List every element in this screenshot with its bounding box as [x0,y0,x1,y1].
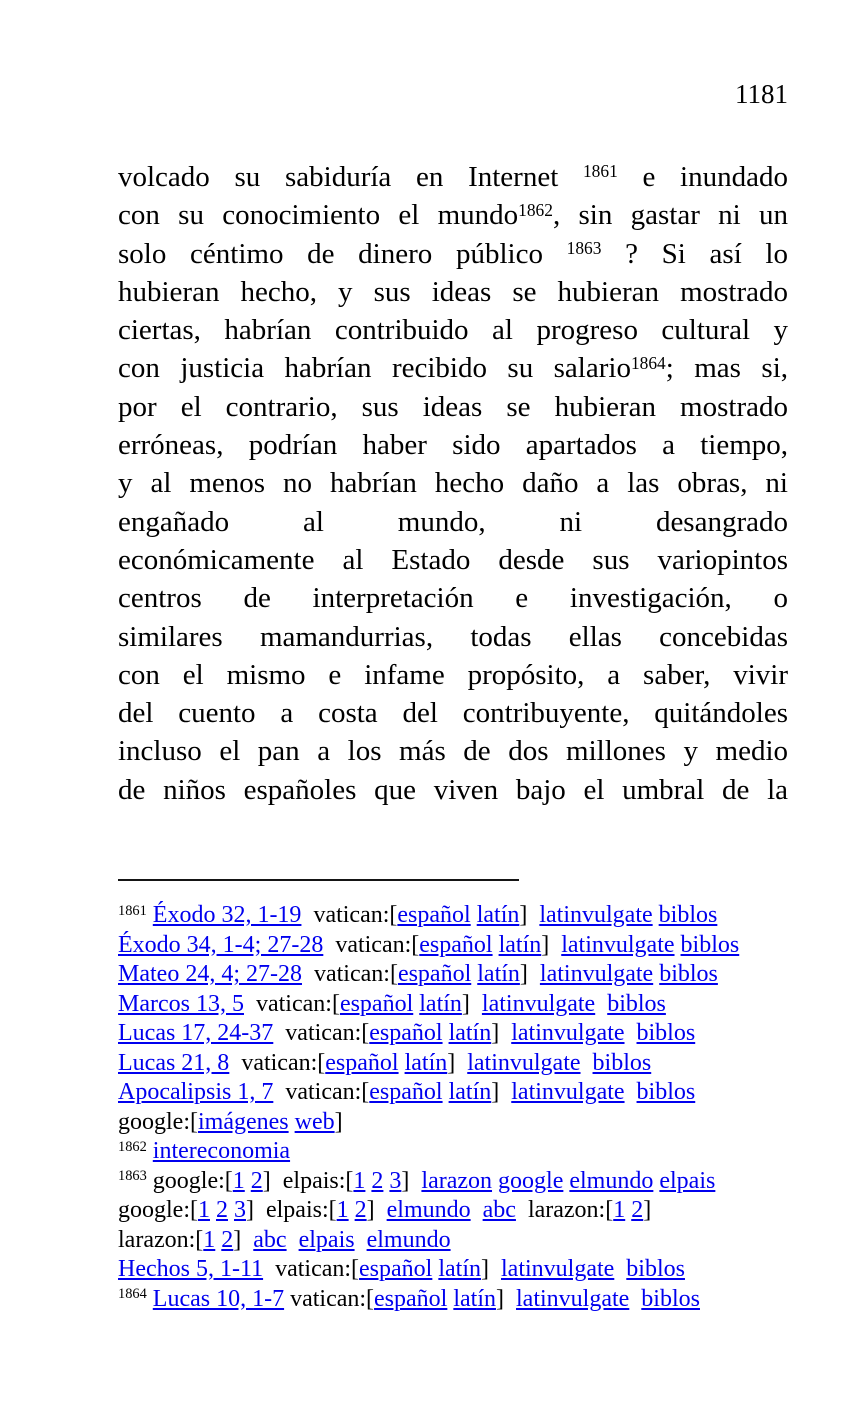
footnote-link[interactable]: 2 [250,1167,263,1194]
text-segment: del cuento a costa del contribuyente, quitándoles [118,697,788,730]
footnote-link[interactable]: abc [253,1226,287,1253]
text-segment: vatican:[ [273,1079,370,1105]
footnote-link[interactable]: web [294,1108,335,1135]
footnote-link[interactable]: latín [498,931,542,958]
text-segment: vatican:[ [284,1285,375,1312]
body-line [118,771,788,809]
text-segment: engañado al mundo, ni desangrado [118,505,788,538]
text-segment: con el mismo e infame propósito, a saber, vivir [118,658,788,691]
text-segment: ] [481,1256,501,1282]
text-segment: volcado su sabiduría en Internet [118,161,583,193]
footnote-line [118,1255,803,1285]
body-line [118,388,788,426]
footnote-link[interactable]: Marcos 13, 5 [118,990,244,1017]
footnote-link[interactable]: español [339,990,414,1017]
footnote-link[interactable]: elmundo [386,1197,471,1223]
footnote-link[interactable]: elmundo [366,1226,451,1253]
text-segment: google:[ [118,1197,198,1223]
footnote-link[interactable]: 3 [233,1197,246,1223]
footnote-line [118,960,803,990]
footnote-link[interactable]: Lucas 17, 24-37 [118,1020,274,1046]
footnote-link[interactable]: Éxodo 32, 1-19 [152,902,302,928]
text-segment: , sin gastar ni un [552,199,788,232]
text-segment: larazon:[ [118,1226,204,1253]
text-segment: ] [643,1197,652,1223]
footnote-ref: 1863 [566,237,602,258]
footnote-line [118,1019,803,1049]
body-text [118,158,788,809]
text-segment: ; mas si, [665,352,789,385]
text-segment: hubieran hecho, y sus ideas se hubieran mostrado [118,275,788,308]
footnote-line [118,931,803,961]
footnote-line [118,1285,803,1315]
footnote-link[interactable]: Mateo 24, 4; 27-28 [118,961,302,987]
text-segment: de niños españoles que viven bajo el umbral de la [118,773,788,806]
footnote-number: 1863 [118,1168,147,1185]
footnote-link[interactable]: latinvulgate [467,1049,581,1076]
text-segment: ] [447,1049,468,1076]
text-segment [629,1286,641,1312]
footnote-link[interactable]: latín [476,902,520,928]
footnotes [118,901,803,1314]
footnote-line [118,901,803,931]
footnote-separator [118,879,519,881]
footnote-link[interactable]: 2 [221,1226,234,1253]
footnote-link[interactable]: latinvulgate [511,1079,625,1105]
text-segment: similares mamandurrias, todas ellas concebidas [118,620,788,653]
text-segment: ] elpais:[ [245,1197,337,1223]
text-segment: ] [233,1226,254,1253]
text-segment [581,1050,593,1076]
footnote-link[interactable]: latinvulgate [511,1020,625,1046]
text-segment: ] [366,1197,387,1223]
footnote-link[interactable]: 1 [336,1197,349,1223]
text-segment [625,1079,637,1105]
footnote-line [118,1137,803,1167]
footnote-link[interactable]: latinvulgate [481,990,596,1017]
text-segment: económicamente al Estado desde sus variopintos [118,543,788,576]
footnote-number: 1864 [118,1286,147,1303]
text-segment: google:[ [146,1167,233,1194]
text-segment: ciertas, habrían contribuido al progreso cultural y [118,314,788,347]
body-line [118,694,788,732]
footnote-link[interactable]: español [325,1049,399,1076]
footnote-link[interactable]: 2 [371,1167,384,1194]
footnote-link[interactable]: latinvulgate [516,1285,630,1312]
footnote-line [118,1167,803,1197]
footnote-link[interactable]: latín [477,961,520,987]
text-segment: ] elpais:[ [262,1167,354,1194]
text-segment [595,991,607,1017]
text-segment: ] [519,902,540,928]
footnote-link[interactable]: latinvulgate [501,1256,615,1282]
text-segment: vatican:[ [301,961,398,987]
footnote-link[interactable]: biblos [658,902,718,928]
text-segment: vatican:[ [229,1049,326,1076]
footnote-link[interactable]: español [374,1285,448,1312]
text-segment: vatican:[ [301,902,398,928]
footnote-link[interactable]: biblos [659,961,718,987]
text-segment [625,1020,637,1046]
body-line [118,273,788,311]
footnote-link[interactable]: biblos [636,1079,696,1105]
footnote-link[interactable]: biblos [626,1256,685,1282]
body-line [118,579,788,617]
footnote-link[interactable]: 1 [197,1197,210,1223]
text-segment: larazon:[ [515,1197,614,1223]
footnote-link[interactable]: 2 [354,1197,367,1223]
text-segment: ] [541,931,562,958]
footnote-link[interactable]: google [498,1167,564,1194]
text-segment: incluso el pan a los más de dos millones y medio [118,735,788,768]
body-line [118,618,788,656]
body-line [118,196,788,234]
body-line [118,503,788,541]
footnote-link[interactable]: 1 [613,1197,626,1223]
footnote-link[interactable]: latinvulgate [539,961,654,987]
footnote-link[interactable]: imágenes [197,1108,289,1135]
text-segment: ] [334,1108,343,1135]
footnote-link[interactable]: biblos [641,1285,700,1312]
body-line [118,426,788,464]
footnote-link[interactable]: español [369,1020,443,1046]
text-segment: ] [461,990,482,1017]
footnote-line [118,1226,803,1256]
footnote-line [118,990,803,1020]
footnote-link[interactable]: 1 [353,1167,366,1194]
footnote-link[interactable]: Lucas 10, 1-7 [152,1285,285,1312]
text-segment: vatican:[ [243,990,340,1017]
footnote-number: 1861 [118,902,147,919]
footnote-ref: 1861 [582,161,618,182]
footnote-line [118,1078,803,1108]
footnote-link[interactable]: biblos [680,931,740,958]
text-segment: erróneas, podrían haber sido apartados a tiempo, [118,429,788,462]
footnote-link[interactable]: Lucas 21, 8 [118,1049,230,1076]
text-segment [614,1256,626,1282]
footnote-link[interactable]: abc [482,1197,516,1223]
footnote-link[interactable]: latín [453,1285,496,1312]
text-segment: centros de interpretación e investigación, o [118,582,788,615]
text-segment [471,1197,483,1223]
footnote-link[interactable]: latinvulgate [539,902,653,928]
text-segment [287,1227,299,1253]
footnote-link[interactable]: elpais [659,1167,716,1194]
footnote-number: 1862 [118,1138,147,1155]
body-line [118,656,788,694]
footnote-link[interactable]: biblos [636,1020,696,1046]
footnote-link[interactable]: latinvulgate [561,931,675,958]
text-segment: vatican:[ [273,1020,370,1046]
footnote-line [118,1049,803,1079]
footnote-link[interactable]: 2 [631,1197,644,1223]
body-line [118,158,788,196]
text-segment: con justicia habrían recibido su salario [118,352,631,385]
text-segment: ] [401,1167,422,1194]
text-segment: y al menos no habrían hecho daño a las obras, ni [118,467,788,500]
footnote-link[interactable]: latín [438,1256,481,1282]
text-segment: solo céntimo de dinero público [118,237,567,270]
footnote-link[interactable]: biblos [607,990,666,1017]
text-segment: ? Si así lo [601,237,788,270]
footnote-link[interactable]: español [397,961,472,987]
text-segment: ] [496,1285,516,1312]
text-segment: ] [491,1079,512,1105]
footnote-link[interactable]: Apocalipsis 1, 7 [118,1079,274,1105]
footnote-link[interactable]: español [369,1079,443,1105]
page-number: 1181 [735,79,788,109]
footnote-link[interactable]: 1 [203,1226,216,1253]
footnote-link[interactable]: 3 [389,1167,402,1194]
footnote-ref: 1864 [630,352,666,373]
body-line [118,349,788,387]
footnote-link[interactable]: intereconomia [152,1138,291,1164]
footnote-link[interactable]: Hechos 5, 1-11 [118,1256,264,1282]
body-line [118,235,788,273]
footnote-link[interactable]: latín [419,990,462,1017]
footnote-link[interactable]: biblos [592,1049,652,1076]
footnote-link[interactable]: 1 [232,1167,245,1194]
footnote-link[interactable]: Éxodo 34, 1-4; 27-28 [118,931,324,958]
footnote-link[interactable]: elmundo [569,1167,654,1194]
footnote-ref: 1862 [518,199,553,220]
text-segment [355,1227,367,1253]
text-segment: vatican:[ [323,931,420,958]
text-segment: vatican:[ [263,1256,360,1282]
footnote-link[interactable]: latín [448,1020,492,1046]
footnote-link[interactable]: español [359,1256,433,1282]
body-line [118,464,788,502]
text-segment: con su conocimiento el mundo [118,199,519,232]
footnote-line [118,1196,803,1226]
footnote-link[interactable]: español [397,902,471,928]
text-segment: google:[ [118,1108,198,1135]
footnote-link[interactable]: latín [448,1079,492,1105]
footnote-link[interactable]: latín [404,1049,448,1076]
footnote-link[interactable]: 2 [215,1197,228,1223]
body-line [118,541,788,579]
body-line [118,311,788,349]
footnote-link[interactable]: elpais [298,1226,355,1253]
footnote-link[interactable]: español [419,931,493,958]
footnote-link[interactable]: larazon [421,1167,493,1194]
text-segment: ] [491,1020,512,1046]
text-segment: por el contrario, sus ideas se hubieran mostrado [118,390,788,423]
text-segment: ] [519,961,540,987]
text-segment: e inundado [617,161,788,193]
body-line [118,732,788,770]
footnote-line [118,1108,803,1138]
